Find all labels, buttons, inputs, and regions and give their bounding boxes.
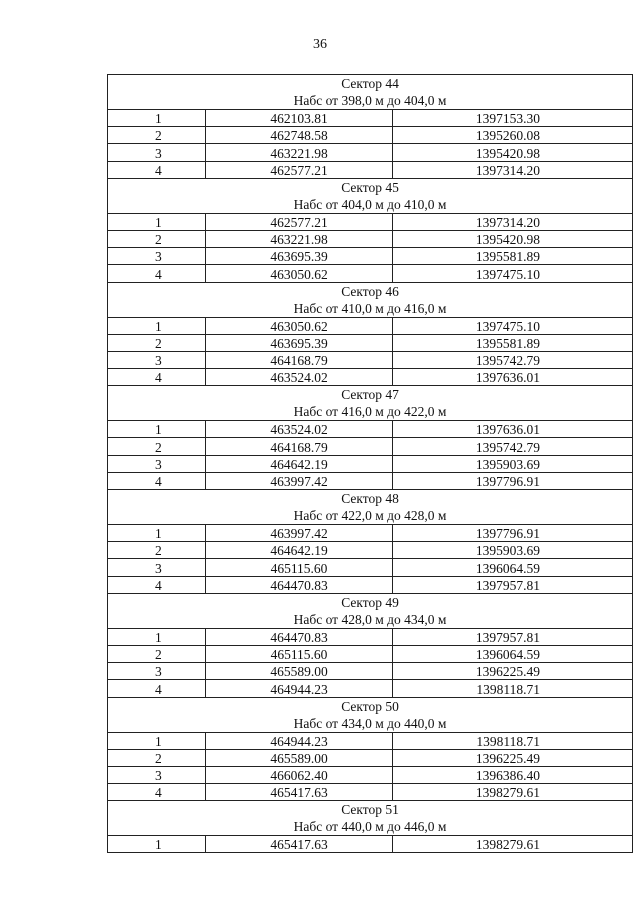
table-row <box>108 127 633 144</box>
table-row <box>108 265 633 282</box>
table-row <box>108 144 633 161</box>
point-number: 2 <box>108 127 206 144</box>
coordinate-x: 464944.23 <box>206 680 393 697</box>
table-row <box>108 369 633 386</box>
sector-title: Сектор 49 <box>341 594 399 610</box>
coordinate-x: 464168.79 <box>206 438 393 455</box>
coordinate-y: 1398118.71 <box>393 680 633 697</box>
point-number: 4 <box>108 369 206 386</box>
point-number: 2 <box>108 438 206 455</box>
point-number: 2 <box>108 542 206 559</box>
coordinate-x: 462748.58 <box>206 127 393 144</box>
table-row <box>108 559 633 576</box>
table-row <box>108 836 633 853</box>
coordinate-y: 1397475.10 <box>393 265 633 282</box>
coordinate-x: 465115.60 <box>206 559 393 576</box>
coordinate-x: 462103.81 <box>206 110 393 127</box>
sector-range: Набс от 416,0 м до 422,0 м <box>293 404 447 420</box>
sector-header <box>108 801 633 836</box>
point-number: 1 <box>108 836 206 853</box>
coordinate-y: 1397796.91 <box>393 525 633 542</box>
coordinate-y: 1395581.89 <box>393 248 633 265</box>
coordinate-x: 463221.98 <box>206 144 393 161</box>
table-row <box>108 317 633 334</box>
point-number: 1 <box>108 525 206 542</box>
coordinate-y: 1395903.69 <box>393 542 633 559</box>
coordinate-y: 1397636.01 <box>393 369 633 386</box>
sector-header <box>108 282 633 317</box>
sector-range: Набс от 440,0 м до 446,0 м <box>293 819 447 835</box>
coordinate-x: 463524.02 <box>206 421 393 438</box>
sector-header-row <box>108 75 633 110</box>
coordinate-x: 464470.83 <box>206 628 393 645</box>
coordinate-y: 1396064.59 <box>393 559 633 576</box>
coordinate-y: 1395742.79 <box>393 351 633 368</box>
table-row <box>108 766 633 783</box>
table-row <box>108 438 633 455</box>
coordinate-y: 1395903.69 <box>393 455 633 472</box>
point-number: 4 <box>108 784 206 801</box>
table-row <box>108 576 633 593</box>
coordinate-x: 463997.42 <box>206 525 393 542</box>
coordinate-x: 465417.63 <box>206 836 393 853</box>
sector-header <box>108 178 633 213</box>
page-number: 36 <box>313 37 327 52</box>
sector-range: Набс от 398,0 м до 404,0 м <box>293 93 447 108</box>
coordinate-x: 464470.83 <box>206 576 393 593</box>
table-row <box>108 110 633 127</box>
table-row <box>108 542 633 559</box>
sector-header-row <box>108 282 633 317</box>
point-number: 2 <box>108 230 206 247</box>
coordinate-y: 1396386.40 <box>393 766 633 783</box>
point-number: 4 <box>108 472 206 489</box>
sector-title: Сектор 51 <box>341 802 399 818</box>
sector-range: Набс от 404,0 м до 410,0 м <box>293 196 447 212</box>
sector-header <box>108 75 633 110</box>
coordinates-table <box>107 74 633 853</box>
point-number: 1 <box>108 421 206 438</box>
sector-header-row <box>108 801 633 836</box>
point-number: 1 <box>108 732 206 749</box>
sector-title: Сектор 48 <box>341 491 399 506</box>
coordinate-x: 463695.39 <box>206 248 393 265</box>
table-row <box>108 161 633 178</box>
coordinate-y: 1397957.81 <box>393 576 633 593</box>
point-number: 1 <box>108 628 206 645</box>
coordinate-y: 1396225.49 <box>393 663 633 680</box>
table-row <box>108 663 633 680</box>
coordinate-x: 462577.21 <box>206 213 393 230</box>
sector-header <box>108 490 633 525</box>
table-row <box>108 645 633 662</box>
table-row <box>108 525 633 542</box>
sector-header <box>108 697 633 732</box>
coordinate-y: 1397314.20 <box>393 213 633 230</box>
point-number: 3 <box>108 248 206 265</box>
sector-title: Сектор 50 <box>341 698 399 714</box>
coordinate-x: 465589.00 <box>206 749 393 766</box>
point-number: 3 <box>108 766 206 783</box>
point-number: 3 <box>108 455 206 472</box>
point-number: 3 <box>108 144 206 161</box>
point-number: 3 <box>108 559 206 576</box>
coordinate-y: 1395581.89 <box>393 334 633 351</box>
table-row <box>108 455 633 472</box>
coordinate-x: 466062.40 <box>206 766 393 783</box>
coordinate-y: 1395742.79 <box>393 438 633 455</box>
table-row <box>108 230 633 247</box>
coordinate-y: 1398279.61 <box>393 836 633 853</box>
coordinate-y: 1397636.01 <box>393 421 633 438</box>
coordinate-x: 463695.39 <box>206 334 393 351</box>
table-row <box>108 334 633 351</box>
coordinate-x: 465417.63 <box>206 784 393 801</box>
sector-range: Набс от 434,0 м до 440,0 м <box>293 715 447 731</box>
point-number: 2 <box>108 645 206 662</box>
point-number: 2 <box>108 749 206 766</box>
coordinate-y: 1395260.08 <box>393 127 633 144</box>
point-number: 4 <box>108 576 206 593</box>
coordinate-y: 1397314.20 <box>393 161 633 178</box>
point-number: 3 <box>108 663 206 680</box>
sector-title: Сектор 45 <box>341 179 399 195</box>
sector-range: Набс от 428,0 м до 434,0 м <box>293 611 447 627</box>
sector-header <box>108 386 633 421</box>
coordinate-y: 1398279.61 <box>393 784 633 801</box>
sector-header-row <box>108 490 633 525</box>
coordinate-y: 1395420.98 <box>393 230 633 247</box>
coordinate-y: 1397475.10 <box>393 317 633 334</box>
point-number: 1 <box>108 317 206 334</box>
sector-header <box>108 593 633 628</box>
table-row <box>108 732 633 749</box>
coordinate-x: 463050.62 <box>206 317 393 334</box>
sector-range: Набс от 422,0 м до 428,0 м <box>293 508 447 523</box>
point-number: 4 <box>108 680 206 697</box>
point-number: 1 <box>108 110 206 127</box>
coordinate-y: 1395420.98 <box>393 144 633 161</box>
point-number: 3 <box>108 351 206 368</box>
coordinate-x: 464944.23 <box>206 732 393 749</box>
coordinate-y: 1397957.81 <box>393 628 633 645</box>
table-row <box>108 213 633 230</box>
point-number: 2 <box>108 334 206 351</box>
sector-header-row <box>108 386 633 421</box>
sector-header-row <box>108 178 633 213</box>
coordinate-x: 464168.79 <box>206 351 393 368</box>
coordinate-x: 465589.00 <box>206 663 393 680</box>
coordinate-x: 463221.98 <box>206 230 393 247</box>
table-row <box>108 351 633 368</box>
coordinate-y: 1396064.59 <box>393 645 633 662</box>
coordinate-x: 464642.19 <box>206 455 393 472</box>
point-number: 1 <box>108 213 206 230</box>
sector-title: Сектор 46 <box>341 283 399 299</box>
coordinate-y: 1397153.30 <box>393 110 633 127</box>
table-row <box>108 784 633 801</box>
coordinate-y: 1398118.71 <box>393 732 633 749</box>
coordinate-x: 462577.21 <box>206 161 393 178</box>
table-row <box>108 248 633 265</box>
table-row <box>108 421 633 438</box>
sector-title: Сектор 44 <box>341 76 399 91</box>
table-row <box>108 749 633 766</box>
sector-header-row <box>108 697 633 732</box>
sector-header-row <box>108 593 633 628</box>
sector-title: Сектор 47 <box>341 387 399 403</box>
table-row <box>108 472 633 489</box>
coordinate-x: 463050.62 <box>206 265 393 282</box>
coordinate-x: 463524.02 <box>206 369 393 386</box>
coordinate-x: 465115.60 <box>206 645 393 662</box>
table-row <box>108 628 633 645</box>
sector-range: Набс от 410,0 м до 416,0 м <box>293 300 447 316</box>
coordinate-y: 1397796.91 <box>393 472 633 489</box>
point-number: 4 <box>108 161 206 178</box>
coordinate-x: 464642.19 <box>206 542 393 559</box>
point-number: 4 <box>108 265 206 282</box>
table-row <box>108 680 633 697</box>
coordinate-y: 1396225.49 <box>393 749 633 766</box>
coordinate-x: 463997.42 <box>206 472 393 489</box>
